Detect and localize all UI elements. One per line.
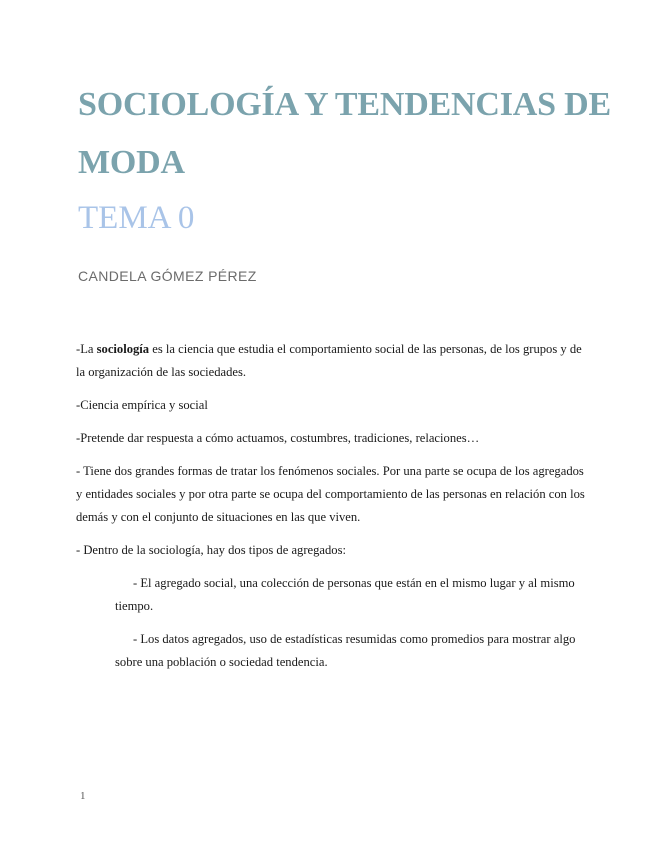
document-body bbox=[76, 338, 586, 684]
page-number: 1 bbox=[80, 790, 86, 802]
paragraph-definition-rest: es la ciencia que estudia el comportamiento social de las personas, de los grupos y de la organización de las sociedades. bbox=[76, 342, 582, 379]
paragraph-aggregated-data: - Los datos agregados, uso de estadísticas resumidas como promedios para mostrar algo sobre una población o sociedad tendencia. bbox=[115, 632, 576, 669]
document-author: CANDELA GÓMEZ PÉREZ bbox=[78, 268, 257, 284]
paragraph-forms: - Tiene dos grandes formas de tratar los fenómenos sociales. Por una parte se ocupa de los agregados y entidades sociales y por otra parte se ocupa del comportamiento de las personas en relación con los demás y con el conjunto de situaciones en las que viven. bbox=[76, 464, 585, 524]
paragraph-definition-prefix: -La bbox=[76, 342, 97, 356]
paragraph-empirical: -Ciencia empírica y social bbox=[76, 398, 208, 412]
paragraph-aggregates-intro: - Dentro de la sociología, hay dos tipos de agregados: bbox=[76, 543, 346, 557]
paragraph-purpose: -Pretende dar respuesta a cómo actuamos, costumbres, tradiciones, relaciones… bbox=[76, 431, 480, 445]
term-sociologia: sociología bbox=[96, 342, 150, 356]
paragraph-definition bbox=[76, 338, 586, 384]
paragraph-social-aggregate: - El agregado social, una colección de personas que están en el mismo lugar y al mismo tiempo. bbox=[115, 576, 575, 613]
document-title: SOCIOLOGÍA Y TENDENCIAS DE MODA bbox=[78, 86, 611, 181]
document-subtitle: TEMA 0 bbox=[78, 200, 195, 236]
